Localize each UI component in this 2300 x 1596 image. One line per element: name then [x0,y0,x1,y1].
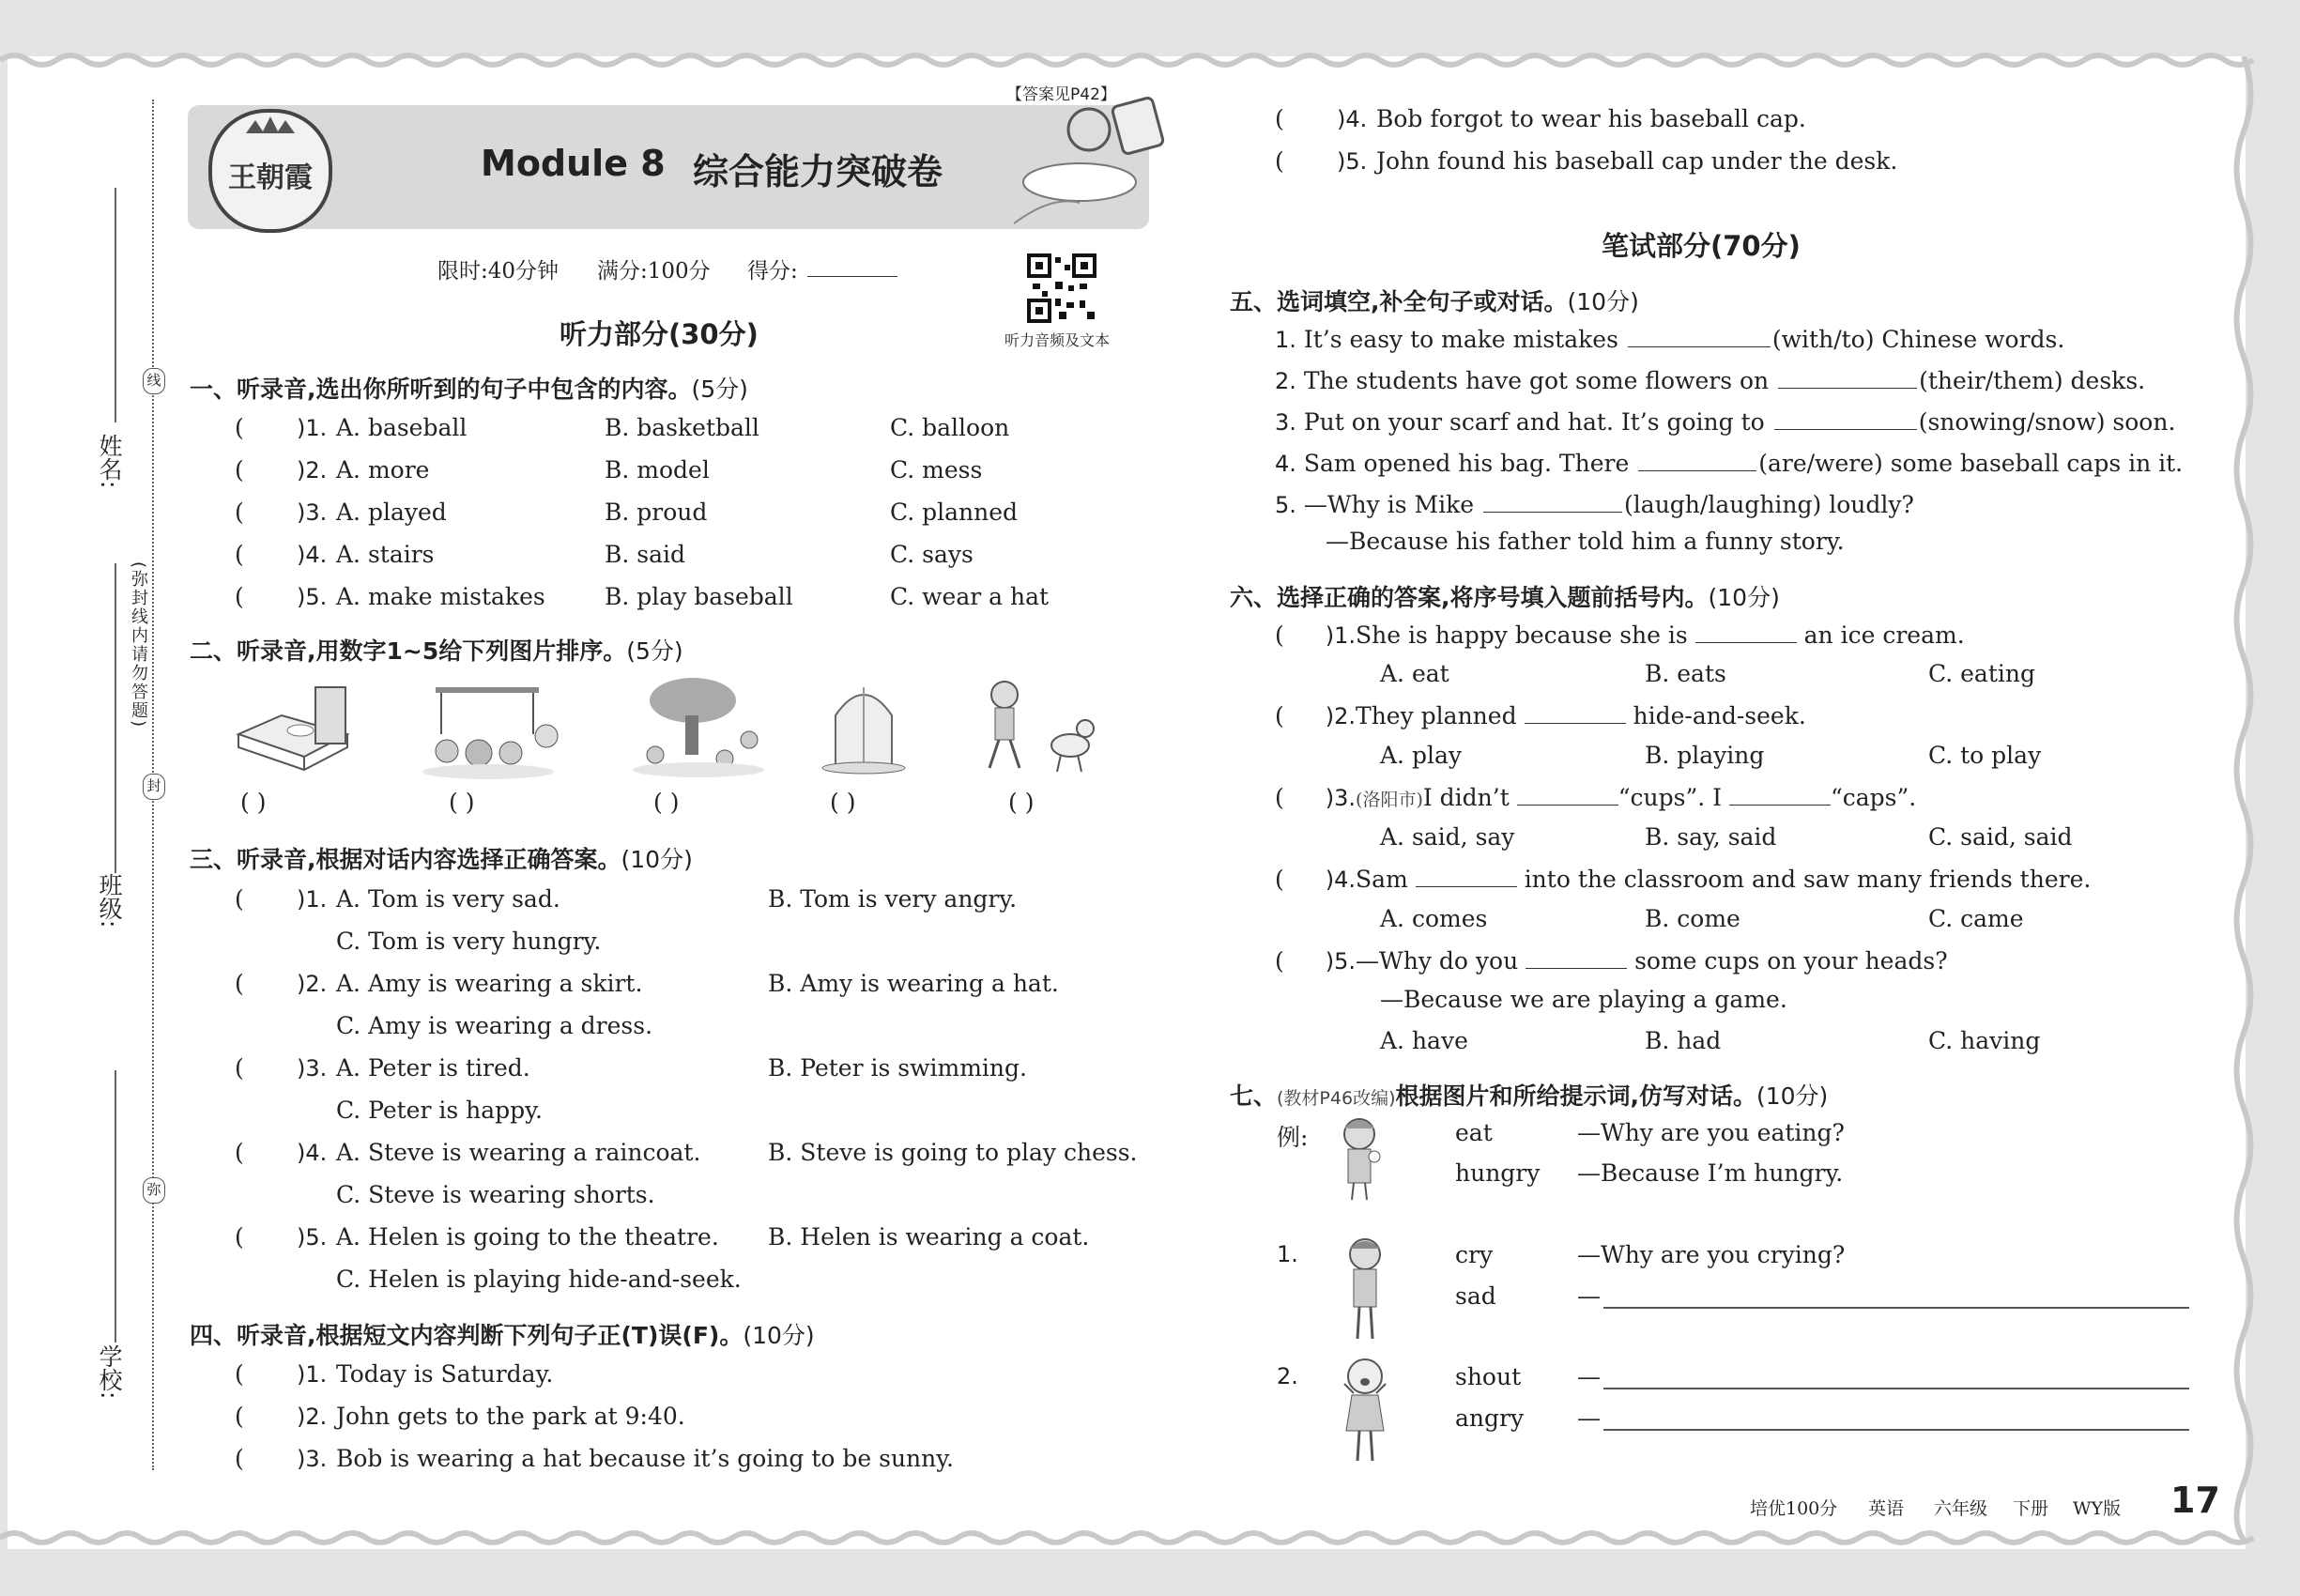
bottom-wavy-border [0,1527,2300,1549]
s6-q5-option-c: C. having [1928,1027,2041,1054]
s6-q1-blank[interactable] [1695,620,1797,643]
s3-q2-option-b: B. Amy is wearing a hat. [768,970,1059,997]
right-wavy-border [2225,56,2262,1540]
title-en: Module 8 [481,143,666,184]
s5-q4 [1275,448,2183,477]
girl-shouting-picture [1337,1356,1393,1465]
listening-heading: 听力部分(30分) [560,318,759,350]
s5-q2-text-before: The students have got some flowers on [1303,367,1770,394]
s4-q5-number: )5. [1337,148,1368,175]
title-cn: 综合能力突破卷 [693,151,943,192]
s5-q2-blank[interactable] [1778,365,1917,389]
s3-q3-option-a: A. Peter is tired. [336,1054,530,1082]
qr-caption: 听力音频及文本 [1004,331,1111,349]
s6-q4-blank[interactable] [1416,864,1517,887]
s5-q4-number: 4. [1275,451,1296,477]
s6-q4-option-a: A. comes [1380,905,1488,932]
page-number: 17 [2170,1480,2220,1521]
s3-q3-answer-paren[interactable]: ( [235,1054,244,1082]
s5-q5-text-after: (laugh/laughing) loudly? [1624,491,1914,518]
s6-q4-option-c: C. came [1928,905,2024,932]
s3-q5-answer-paren[interactable]: ( [235,1223,244,1251]
s5-q2-number: 2. [1275,368,1296,394]
pic2-answer-paren[interactable]: ( ) [449,789,475,816]
mark-xian: 线 [143,368,165,394]
s6-q2-option-a: A. play [1380,742,1462,769]
example-line-2: —Because I’m hungry. [1577,1159,1844,1187]
s4-q4-number: )4. [1337,106,1368,132]
s5-q4-blank[interactable] [1638,448,1756,471]
s6-q1-option-b: B. eats [1645,660,1726,687]
s3-q5-number: )5. [297,1224,328,1251]
s7-q1-number: 1. [1277,1241,1298,1267]
s5-q3-number: 3. [1275,409,1296,436]
s5-q4-text-before: Sam opened his bag. There [1303,450,1630,477]
name-write-line [115,188,116,422]
s5-q1-text-before: It’s easy to make mistakes [1303,326,1618,353]
kids-playing-picture [413,678,573,781]
s1-q5-option-b: B. play baseball [605,583,793,610]
footer-edition: WY版 [2073,1498,2122,1519]
s1-q1-option-a: A. baseball [336,414,468,441]
q1-word-1: cry [1455,1241,1494,1268]
top-wavy-border [0,49,2300,71]
s3-q4-option-a: A. Steve is wearing a raincoat. [336,1139,701,1166]
s3-q2-answer-paren[interactable]: ( [235,970,244,997]
s5-title: 五、选词填空,补全句子或对话。(10分) [1230,288,1639,315]
logo-emblem [208,109,332,233]
s3-q1-option-a: A. Tom is very sad. [336,885,560,913]
s5-q3-blank[interactable] [1774,407,1917,430]
s1-q2-number: )2. [297,457,328,483]
q1-word-2: sad [1455,1282,1496,1310]
mark-feng: 封 [143,774,165,800]
s3-q2-option-c: C. Amy is wearing a dress. [336,1012,653,1039]
s1-q2-option-c: C. mess [890,456,983,483]
s1-title: 一、听录音,选出你所听到的句子中包含的内容。(5分) [190,376,748,403]
logo-text: 王朝霞 [228,161,313,194]
s5-q3-text-after: (snowing/snow) soon. [1918,408,2176,436]
mark-mi: 弥 [143,1177,165,1204]
boy-crying-picture [1339,1234,1391,1343]
s3-q3-option-b: B. Peter is swimming. [768,1054,1027,1082]
s3-q1-number: )1. [297,886,328,913]
s4-q2-answer-paren[interactable]: ( [235,1403,244,1430]
s6-q3: ( )3.(洛阳市)I didn’t “cups”. I “caps”. [1275,784,1917,811]
s3-q4-number: )4. [297,1140,328,1166]
s1-q3-option-b: B. proud [605,499,708,526]
answer-ref: 【答案见P42】 [1006,85,1116,104]
mascot-rocket-icon [995,92,1173,233]
s1-q1-option-c: C. balloon [890,414,1010,441]
s1-q4-answer-paren[interactable]: ( [235,541,244,568]
s6-q3-option-b: B. say, said [1645,823,1777,851]
example-word-1: eat [1455,1119,1493,1146]
s1-q5-number: )5. [297,584,328,610]
s3-q4-option-b: B. Steve is going to play chess. [768,1139,1138,1166]
meta-score: 得分: [747,259,798,284]
s5-q5-number: 5. [1275,492,1296,518]
s5-q5-text-before: —Why is Mike [1303,491,1475,518]
qr-code-icon[interactable] [1027,253,1096,323]
s1-q1-number: )1. [297,415,328,441]
s1-q3-number: )3. [297,499,328,526]
s1-q5-answer-paren[interactable]: ( [235,583,244,610]
bed-picture [229,678,355,772]
s7-example-label: 例: [1277,1124,1309,1151]
school-label: 学校: [96,1344,123,1400]
s4-q3-answer-paren[interactable]: ( [235,1445,244,1472]
s1-q2-option-b: B. model [605,456,710,483]
s4-q4-answer-paren[interactable]: ( [1275,105,1284,132]
s4-q2-statement: John gets to the park at 9:40. [336,1403,685,1430]
pic1-answer-paren[interactable]: ( ) [240,789,267,816]
s5-q3-text-before: Put on your scarf and hat. It’s going to [1303,408,1765,436]
s1-q4-option-c: C. says [890,541,974,568]
class-label: 班级: [96,873,123,928]
q1-line-2-dash: — [1577,1282,1601,1310]
s1-q1-option-b: B. basketball [605,414,759,441]
s6-q4-option-b: B. come [1645,905,1740,932]
written-heading: 笔试部分(70分) [1602,230,1801,262]
s1-q4-option-a: A. stairs [336,541,435,568]
s5-q1-number: 1. [1275,327,1296,353]
s3-q2-number: )2. [297,971,328,997]
s4-q1-answer-paren[interactable]: ( [235,1360,244,1388]
s5-q5-blank[interactable] [1483,489,1622,513]
footer-brand: 培优100分 [1750,1498,1838,1519]
s6-title: 六、选择正确的答案,将序号填入题前括号内。(10分) [1230,584,1780,611]
s5-q2 [1275,365,2145,394]
s3-q2-option-a: A. Amy is wearing a skirt. [336,970,643,997]
footer-grade: 六年级 [1934,1498,1988,1519]
footer-subject: 英语 [1868,1498,1905,1519]
s3-q1-option-c: C. Tom is very hungry. [336,928,602,955]
s3-q4-option-c: C. Steve is wearing shorts. [336,1181,655,1208]
hat-picture [817,678,911,775]
s6-q3-blank-2[interactable] [1729,782,1831,806]
pic4-answer-paren[interactable]: ( ) [830,789,856,816]
s4-q4-statement: Bob forgot to wear his baseball cap. [1376,105,1806,132]
s5-q1-blank[interactable] [1628,324,1771,347]
s4-title: 四、听录音,根据短文内容判断下列句子正(T)误(F)。(10分) [190,1322,815,1349]
s3-q5-option-b: B. Helen is wearing a coat. [768,1223,1090,1251]
s1-q3-option-c: C. planned [890,499,1019,526]
pic3-answer-paren[interactable]: ( ) [653,789,680,816]
s5-answer-line: —Because his father told him a funny story. [1326,528,1845,555]
name-label: 姓名: [96,434,123,489]
s1-q5-option-c: C. wear a hat [890,583,1050,610]
s6-q5-line2: —Because we are playing a game. [1380,986,1787,1013]
q2-answer-line-2[interactable] [1603,1429,2189,1431]
s1-q2-option-a: A. more [336,456,430,483]
q2-word-2: angry [1455,1404,1525,1432]
s3-q1-answer-paren[interactable]: ( [235,885,244,913]
girl-eating-picture [1331,1115,1388,1202]
pic5-answer-paren[interactable]: ( ) [1008,789,1035,816]
tree-picture [627,674,768,779]
s5-q4-text-after: (are/were) some baseball caps in it. [1758,450,2184,477]
score-blank[interactable] [807,276,897,277]
s4-q3-number: )3. [297,1446,328,1472]
s6-q5-option-a: A. have [1380,1027,1468,1054]
s3-q3-option-c: C. Peter is happy. [336,1097,543,1124]
s5-q2-text-after: (their/them) desks. [1919,367,2146,394]
s1-q2-answer-paren[interactable]: ( [235,456,244,483]
s4-q2-number: )2. [297,1404,328,1430]
s2-title: 二、听录音,用数字1~5给下列图片排序。(5分) [190,637,683,665]
s6-q2-blank[interactable] [1525,700,1626,724]
s6-q1-option-c: C. eating [1928,660,2035,687]
s1-q1-answer-paren[interactable]: ( [235,414,244,441]
s3-title: 三、听录音,根据对话内容选择正确答案。(10分) [190,846,693,873]
s1-q3-answer-paren[interactable]: ( [235,499,244,526]
s6-q2-option-b: B. playing [1645,742,1765,769]
s5-q1-text-after: (with/to) Chinese words. [1771,326,2065,353]
s5-q3 [1275,407,2175,436]
s3-q1-option-b: B. Tom is very angry. [768,885,1018,913]
s6-q1: ( )1.She is happy because she is an ice cream. [1275,622,1965,649]
s1-q3-option-a: A. played [336,499,447,526]
s6-q4: ( )4.Sam into the classroom and saw many friends there. [1275,866,2092,893]
s1-q4-number: )4. [297,542,328,568]
s4-q5-answer-paren[interactable]: ( [1275,147,1284,175]
s6-q5: ( )5.—Why do you some cups on your heads? [1275,947,1948,974]
s6-q3-blank-1[interactable] [1517,782,1618,806]
s3-q5-option-a: A. Helen is going to the theatre. [336,1223,719,1251]
s1-q5-option-a: A. make mistakes [336,583,545,610]
s6-q5-option-b: B. had [1645,1027,1722,1054]
q2-answer-line-1[interactable] [1603,1388,2189,1389]
s7-title: 七、(教材P46改编)根据图片和所给提示词,仿写对话。(10分) [1230,1082,1829,1110]
s6-q3-option-c: C. said, said [1928,823,2073,851]
q1-line-1: —Why are you crying? [1577,1241,1846,1268]
q1-answer-line[interactable] [1603,1307,2189,1309]
s6-q5-blank[interactable] [1526,945,1627,969]
q2-word-1: shout [1455,1363,1522,1390]
s6-q2-option-c: C. to play [1928,742,2042,769]
s6-q2: ( )2.They planned hide-and-seek. [1275,702,1806,729]
meta-full: 满分:100分 [597,259,711,284]
s3-q5-option-c: C. Helen is playing hide-and-seek. [336,1266,742,1293]
s5-q1 [1275,324,2064,353]
q2-line-1-dash: — [1577,1363,1601,1390]
s4-q1-number: )1. [297,1361,328,1388]
q2-line-2-dash: — [1577,1404,1601,1432]
s1-q4-option-b: B. said [605,541,685,568]
boy-and-dog-picture [967,674,1108,779]
class-write-line [115,563,116,873]
s6-q3-option-a: A. said, say [1380,823,1515,851]
footer-term: 下册 [2013,1498,2049,1519]
s6-q1-option-a: A. eat [1380,660,1449,687]
s4-q1-statement: Today is Saturday. [336,1360,554,1388]
s7-q2-number: 2. [1277,1363,1298,1389]
s4-q5-statement: John found his baseball cap under the desk. [1376,147,1898,175]
meta-time: 限时:40分钟 [437,259,560,284]
school-write-line [115,1070,116,1343]
example-word-2: hungry [1455,1159,1541,1187]
s4-q3-statement: Bob is wearing a hat because it’s going to be sunny. [336,1445,955,1472]
s3-q4-answer-paren[interactable]: ( [235,1139,244,1166]
s5-q5 [1275,489,1914,518]
example-line-1: —Why are you eating? [1577,1119,1845,1146]
s3-q3-number: )3. [297,1055,328,1082]
seal-note: (弥封线内请勿答题) [129,561,148,729]
